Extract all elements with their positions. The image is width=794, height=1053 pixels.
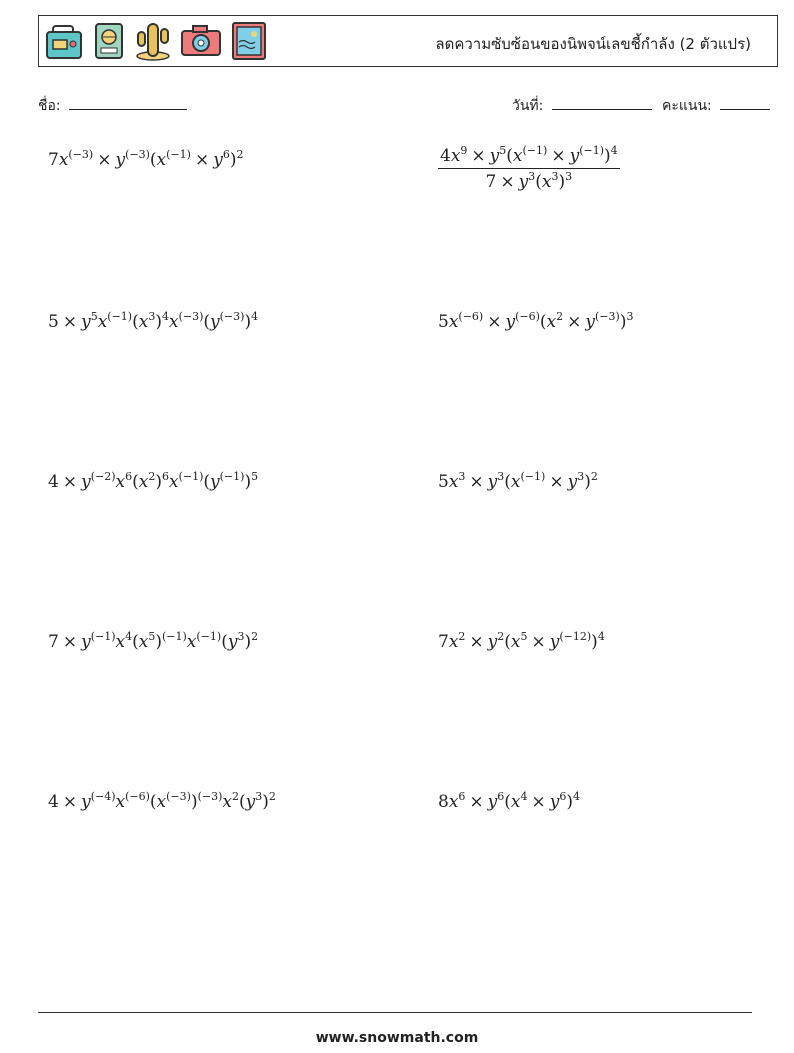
photo-icon (229, 20, 269, 62)
header-icons (43, 20, 269, 64)
problem-3: $5 \times y^5x^{(-1)}(x^3)^4x^{(-3)}(y^{(-3)})^4$ (48, 310, 259, 332)
problem-4: $5x^{(-6)} \times y^{(-6)}(x^2 \times y^{(-3)})^3$ (438, 310, 634, 332)
name-field (38, 95, 187, 117)
date-label: วันที่: (512, 98, 544, 114)
problem-9: $4 \times y^{(-4)}x^{(-6)}(x^{(-3)})^{(-3)}x^2(y^3)^2$ (48, 790, 276, 812)
worksheet-title: ลดความซับซ้อนของนิพจน์เลขชี้กำลัง (2 ตัวแปร) (435, 35, 751, 53)
date-field (512, 95, 652, 117)
worksheet-header (38, 15, 778, 67)
date-blank[interactable] (552, 95, 652, 110)
name-blank[interactable] (69, 95, 187, 110)
camera-icon (179, 20, 223, 62)
cactus-icon (133, 20, 173, 62)
problem-10: $8x^6 \times y^6(x^4 \times y^6)^4$ (438, 790, 581, 812)
problem-1: $7x^{(-3)} \times y^{(-3)}(x^{(-1)} \times y^6)^2$ (48, 148, 244, 170)
passport-icon (91, 20, 127, 62)
problem-8: $7x^2 \times y^2(x^5 \times y^{(-12)})^4$ (438, 630, 605, 652)
problem-6: $5x^3 \times y^3(x^{(-1)} \times y^3)^2$ (438, 470, 598, 492)
score-blank[interactable] (720, 95, 770, 110)
score-field (662, 95, 770, 117)
name-label: ชื่อ: (38, 98, 61, 114)
footer-site[interactable]: www.snowmath.com (315, 1030, 479, 1046)
suitcase-icon (43, 20, 85, 62)
problem-2: $\frac{4x^9 \times y^5(x^{(-1)} \times y^{(-1)})^4}{7 \times y^3(x^3)^3}$ (440, 144, 618, 192)
problem-7: $7 \times y^{(-1)}x^4(x^5)^{(-1)}x^{(-1)}(y^3)^2$ (48, 630, 259, 652)
score-label: คะแนน: (662, 98, 712, 114)
footer-divider (38, 1012, 752, 1013)
problem-5: $4 \times y^{(-2)}x^6(x^2)^6x^{(-1)}(y^{(-1)})^5$ (48, 470, 259, 492)
